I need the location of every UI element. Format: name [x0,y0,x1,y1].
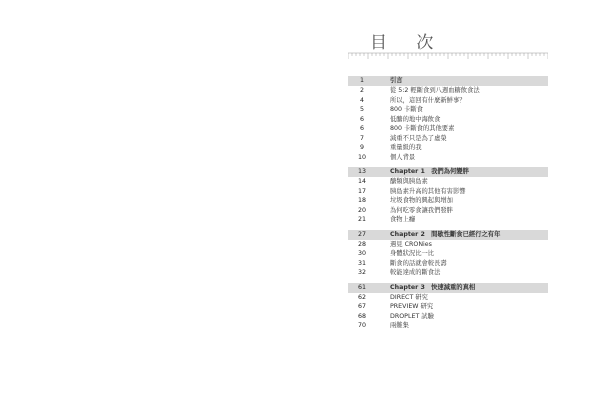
entry-title: 為何吃零食讓我們發胖 [390,206,453,214]
entry-title: PREVIEW 研究 [390,303,434,310]
ruler-decoration [348,52,548,60]
entry-title: 800 卡斷食 [390,106,423,113]
entry-title: 斷食的話就會較長壽 [390,259,447,267]
entry-title: 重量級的我 [390,144,422,151]
entry-title: 所以，這回有什麼新鮮事？ [390,96,466,104]
page-number: 18 [357,197,366,204]
toc-entry[interactable] [348,321,548,331]
toc-entry[interactable] [348,312,548,322]
toc-entry[interactable] [348,143,548,153]
entry-title: DIRECT 研究 [390,293,428,301]
entry-title: Chapter 3 快速減重的真相 [390,283,476,291]
toc-entry[interactable] [348,177,548,187]
toc-entry[interactable] [348,105,548,115]
page-number: 7 [359,134,364,142]
entry-title: DROPLET 試驗 [390,312,434,320]
page-number: 2 [359,87,364,94]
page-number: 61 [357,283,366,291]
entry-title: 個人背景 [390,153,416,161]
toc-entry[interactable] [348,249,548,259]
entry-title: 從 5:2 輕斷食到八週血糖飲食法 [390,87,480,94]
toc-entry[interactable] [348,302,548,312]
toc-entry[interactable] [348,187,548,197]
page-number: 4 [359,96,364,104]
page-number: 10 [357,153,366,161]
page-number: 31 [357,259,366,267]
entry-title: Chapter 1 我們為何變胖 [390,168,469,175]
page-number: 14 [357,178,366,185]
toc-entry[interactable] [348,259,548,269]
page-number: 62 [357,293,366,301]
page-number: 6 [359,115,364,123]
toc-section-header[interactable] [348,167,548,177]
toc-entry[interactable] [348,134,548,144]
page-number: 6 [359,125,364,132]
page-number: 28 [357,240,366,248]
page-number: 68 [357,312,366,320]
entry-title: 食物上癮 [390,216,416,223]
toc-entry[interactable] [348,268,548,278]
toc-entry[interactable] [348,215,548,225]
toc-entry[interactable] [348,240,548,250]
page-number: 70 [357,322,366,329]
entry-title: 低醣的地中海飲食 [390,115,441,123]
page-number: 30 [357,250,366,257]
entry-title: 引言 [390,77,403,84]
entry-title: 800 卡斷食的其他要素 [390,125,455,132]
entry-title: 遇見 CRONies [390,240,432,248]
page-number: 27 [357,230,366,238]
toc-section-header[interactable] [348,76,548,86]
page-number: 67 [357,303,366,310]
toc-entry[interactable] [348,206,548,216]
page-number: 32 [357,269,366,276]
entry-title: 減重不只是為了虛榮 [390,134,447,142]
toc-entry[interactable] [348,196,548,206]
page-number: 17 [357,187,366,195]
page-number: 5 [359,106,364,113]
toc-entry[interactable] [348,124,548,134]
entry-title: 較能達成的斷食法 [390,269,441,276]
toc-entry[interactable] [348,96,548,106]
entry-title: Chapter 2 間歇性斷食已經行之有年 [390,230,501,238]
toc-section-header[interactable] [348,283,548,293]
table-of-contents [348,76,548,331]
page-number: 9 [359,144,364,151]
page-number: 21 [357,216,366,223]
toc-entry[interactable] [348,153,548,163]
entry-title: 身體狀況比一比 [390,250,435,257]
toc-entry[interactable] [348,115,548,125]
toc-section-header[interactable] [348,230,548,240]
toc-entry[interactable] [348,293,548,303]
entry-title: 胰島素升高的其他有害影響 [390,187,466,195]
toc-entry[interactable] [348,86,548,96]
page-number: 13 [357,168,366,175]
page-number: 20 [357,206,366,214]
entry-title: 垃圾食物的興起與增加 [390,197,453,204]
page-title: 目 次 [370,33,446,53]
entry-title: 醣類與胰島素 [390,178,428,185]
page-number: 1 [359,77,364,84]
entry-title: 兩難集 [390,322,409,329]
